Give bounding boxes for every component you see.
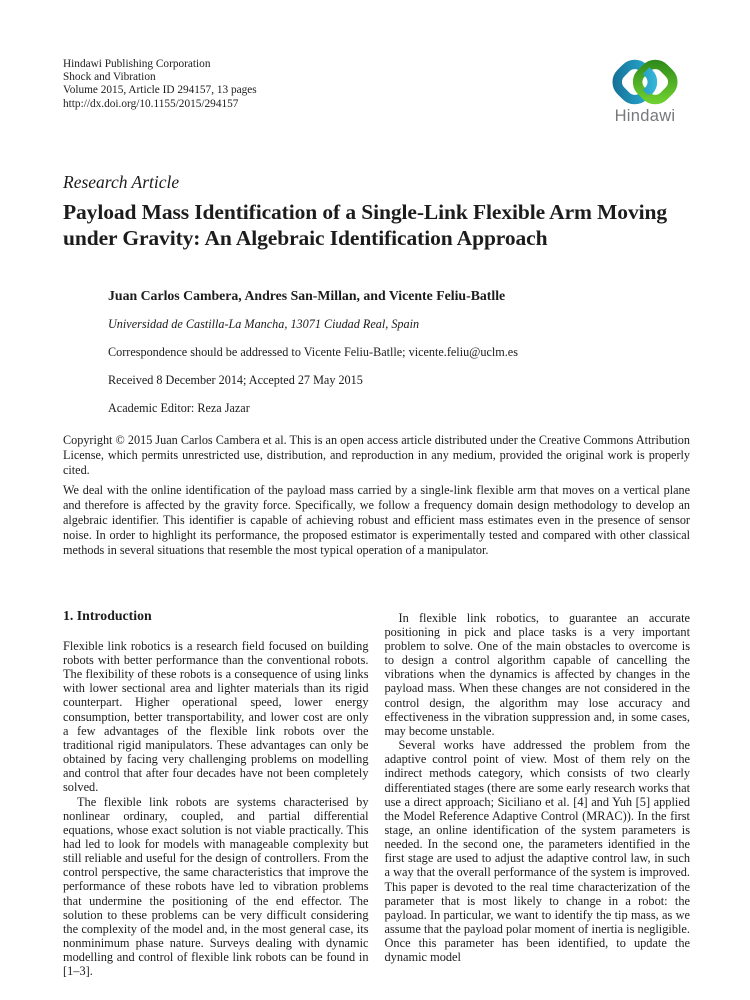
affiliation-line: Universidad de Castilla-La Mancha, 13071 Ciudad Real, Spain: [108, 317, 420, 331]
left-column: [63, 609, 369, 979]
publisher-name: Hindawi Publishing Corporation: [63, 58, 211, 70]
paragraph: Flexible link robotics is a research field focused on building robots with better performance than the conventional robots. The flexibility of these robots is a consequence of using links with lower sectional area and lighter materials than its rigid counterpart. Higher operational speed, lower energy consumption, better transportability, and lower cost are only a few advantages of the flexible link robots over the traditional rigid manipulators. These advantages can only be obtained by facing very challenging problems on modelling and control that after four decades have not been completely solved.: [63, 638, 369, 795]
hindawi-logo-icon: [600, 55, 690, 109]
paragraph: Several works have addressed the problem from the adaptive control point of view. Most of them rely on the indirect methods category, which consists of two clearly differentiated stages (there are some early research works that use a direct approach; Siciliano et al. [4] and Yuh [5] applied the Model Reference Adaptive Control (MRAC)). In the first stage, an online identification of the system parameters is needed. In the second one, the parameters identified in the first stage are used to adjust the adaptive control law, in such a way that the overall performance of the system is improved. This paper is devoted to the real time characterization of the parameter that is most likely to change in a robot: the payload. In particular, we want to identify the tip mass, as we assume that the payload polar moment of inertia is negligible. Once this parameter has been identified, to update the dynamic model: [384, 738, 690, 965]
received-accepted-line: Received 8 December 2014; Accepted 27 May 2015: [108, 373, 363, 387]
paragraph: The flexible link robots are systems characterised by nonlinear ordinary, coupled, and partial differential equations, whose exact solution is not viable practically. This had led to look for models with manageable complexity but still reliable and useful for the design of controllers. From the control perspective, the same characteristics that improve the performance of these robots have led to vibration problems that undermine the positioning of the end effector. The solution to these problems can be very difficult considering the complexity of the model and, in the most general case, its nonminimum phase nature. Surveys dealing with dynamic modelling and control of flexible link robots can be found in [1–3].: [63, 794, 369, 979]
journal-name: Shock and Vibration: [63, 71, 156, 84]
hindawi-wordmark: Hindawi: [614, 107, 676, 125]
body-columns: [63, 609, 690, 979]
doi-link: http://dx.doi.org/10.1155/2015/294157: [63, 97, 239, 110]
page-content: [63, 58, 690, 979]
article-title: Payload Mass Identification of a Single-Link Flexible Arm Moving under Gravity: An Algebraic Identification Approach: [63, 200, 667, 250]
article-type-label: Research Article: [63, 172, 180, 192]
authors-line: Juan Carlos Cambera, Andres San-Millan, and Vicente Feliu-Batlle: [108, 288, 506, 303]
section-heading-introduction: 1. Introduction: [63, 607, 152, 623]
right-column: [385, 609, 691, 979]
hindawi-logo: [600, 55, 690, 124]
correspondence-line: Correspondence should be addressed to Vicente Feliu-Batlle; vicente.feliu@uclm.es: [108, 345, 518, 359]
abstract-text: We deal with the online identification of the payload mass carried by a single-link flexible arm that moves on a vertical plane and therefore is affected by the gravity force. Specifically, we follow a frequency domain design methodology to develop an algebraic identifier. This identifier is capable of achieving robust and efficient mass estimates even in the presence of sensor noise. In order to highlight its performance, the proposed estimator is experimentally tested and compared with other classical methods in several situations that resemble the most typical operation of a manipulator.: [63, 482, 690, 558]
copyright-notice: Copyright © 2015 Juan Carlos Cambera et al. This is an open access article distributed under the Creative Commons Attribution License, which permits unrestricted use, distribution, and reproduction in any medium, provided the original work is properly cited.: [63, 433, 690, 478]
paragraph: In flexible link robotics, to guarantee an accurate positioning in pick and place tasks is a very important problem to solve. One of the main obstacles to overcome is to design a control algorithm capable of cancelling the vibrations when the dynamics is affected by changes in the payload mass. When these changes are not considered in the control design, the algorithm may lose accuracy and effectiveness in the vibration suppression and, in some cases, may become unstable.: [384, 610, 690, 738]
masthead: [63, 58, 690, 126]
author-meta-block: [108, 288, 690, 416]
volume-line: Volume 2015, Article ID 294157, 13 pages: [63, 84, 257, 97]
academic-editor-line: Academic Editor: Reza Jazar: [108, 401, 250, 415]
publication-info: [63, 58, 257, 111]
